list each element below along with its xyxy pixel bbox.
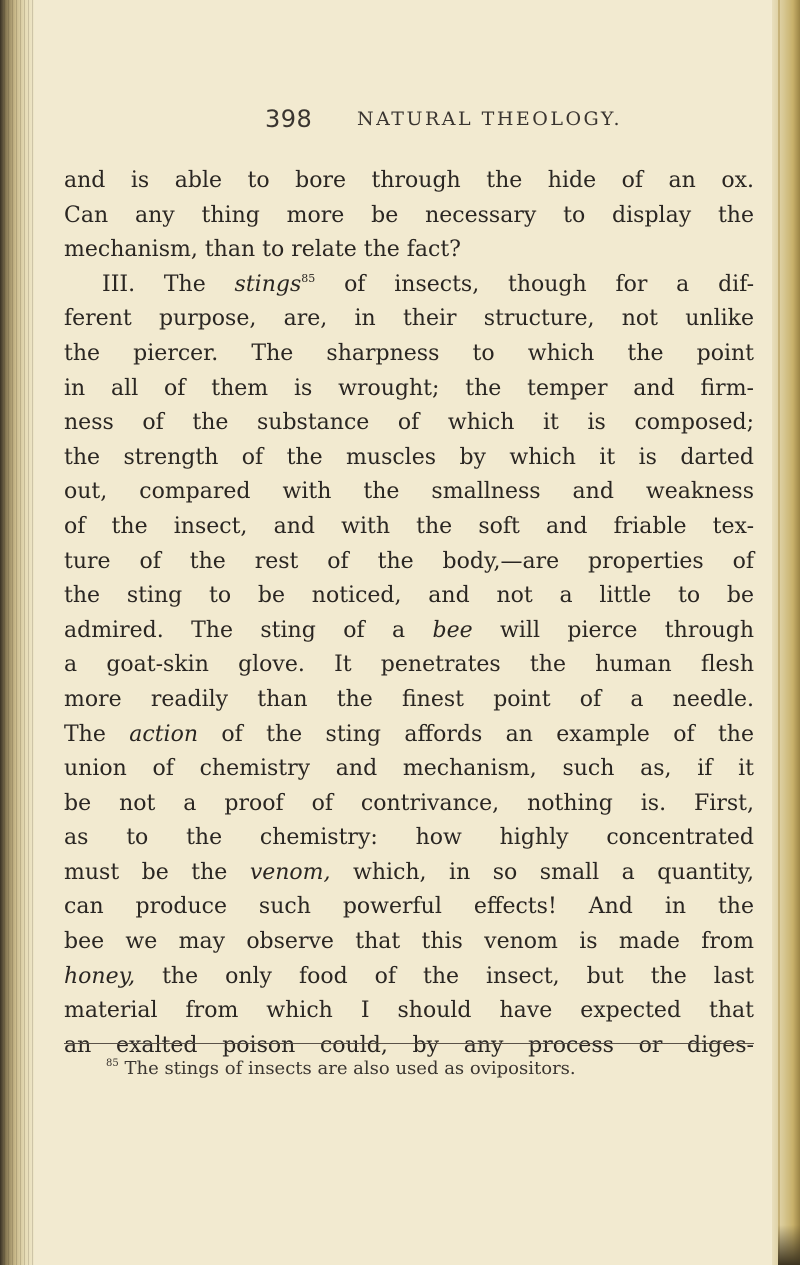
text-line [64,856,754,891]
text-line: mechanism, than to relate the fact? [64,237,461,263]
text-span: III. The [102,271,206,297]
text-span: admired. The sting of a [64,617,406,643]
footnote-text: The stings of insects are also used as ovipositors. [124,1058,576,1079]
text-line [64,960,754,995]
book-page [40,0,772,1265]
text-span: will pierce through [472,617,754,643]
text-line: ness of the substance of which it is composed; [64,410,754,436]
text-span: of the sting affords an example of the [198,721,754,747]
emphasis: action [129,721,198,747]
running-head: NATURAL THEOLOGY. [357,108,623,130]
text-line: be not a proof of contrivance, nothing is. First, [64,790,754,816]
text-line: of the insect, and with the soft and friable tex- [64,513,754,539]
body-text [64,164,754,1063]
text-line: a goat-skin glove. It penetrates the human flesh [64,652,754,678]
text-span: which, in so small a quantity, [330,859,755,885]
text-line: the piercer. The sharpness to which the point [64,340,754,366]
emphasis: venom, [249,859,331,885]
binding-edge [0,0,34,1265]
text-line: and is able to bore through the hide of an ox. [64,168,754,193]
text-span: the only food of the insect, but the last [162,963,755,989]
text-line [64,718,754,753]
text-line: out, compared with the smallness and weakness [64,479,754,505]
footnote-marker: 85 [106,1058,119,1069]
text-line: more readily than the finest point of a needle. [64,686,754,712]
emphasis: bee [432,617,473,643]
text-line: bee we may observe that this venom is made from [64,929,754,955]
text-line: union of chemistry and mechanism, such as, if it [64,756,754,782]
page-number: 398 [265,105,313,133]
text-line: ferent purpose, are, in their structure, not unlike [64,306,754,332]
page-header [40,105,772,145]
text-line: as to the chemistry: how highly concentrated [64,825,754,851]
page-edge [772,0,800,1265]
text-line: in all of them is wrought; the temper and firm- [64,375,754,401]
text-span: of insects, though for a dif- [315,271,755,297]
text-line: can produce such powerful effects! And in the [64,894,754,920]
text-span: must be the [64,859,228,885]
emphasis: honey, [64,963,136,989]
text-line [64,268,754,303]
emphasis: stings [234,271,302,297]
text-span: The [64,721,106,747]
footnote [106,1058,576,1079]
text-line: the sting to be noticed, and not a little to be [64,583,754,609]
text-line: the strength of the muscles by which it is darted [64,444,754,470]
text-line: ture of the rest of the body,—are properties of [64,548,754,574]
text-line: material from which I should have expected that [64,998,754,1024]
text-line: an exalted poison could, by any process or diges- [64,1032,754,1058]
footnote-divider [64,1043,754,1044]
footnote-ref: 85 [301,271,316,285]
text-line: Can any thing more be necessary to display the [64,202,754,228]
text-line [64,614,754,649]
